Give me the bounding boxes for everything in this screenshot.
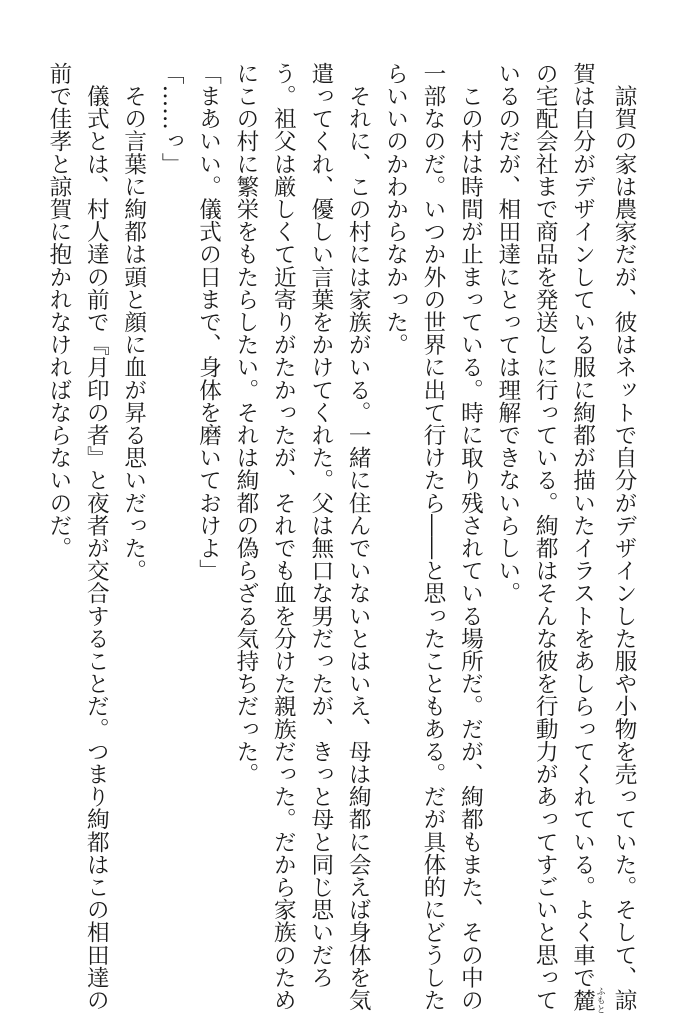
- ruby-fumoto: [569, 986, 605, 1014]
- ruby-base: 麓: [569, 986, 596, 1014]
- text-line-14: その言葉に絢都は頭と顔に血が昇る思いだった。: [120, 62, 147, 582]
- dialogue-line-2: 「……っ」: [158, 62, 185, 175]
- text-line-11: にこの村に繁栄をもたらしたい。それは絢都の偽らざる気持ちだった。: [232, 62, 259, 786]
- text-line-9: 遣ってくれ、優しい言葉をかけてくれた。父は無口な男だったが、きっと母と同じ思いだろ: [307, 62, 334, 989]
- text-line-4: いるのだが、相田達にとっては理解できないらしい。: [494, 62, 521, 605]
- text-line-16: 前で佳孝と諒賀に抱かれなければならないのだ。: [45, 62, 72, 560]
- text-line-1: 諒賀の家は農家だが、彼はネットで自分がデザインした服や小物を売っていた。そして、諒: [611, 62, 637, 1012]
- text-line-7: らいいのかわからなかった。: [382, 62, 409, 356]
- text-line-3: の宅配会社まで商品を発送しに行っている。絢都はそんな彼を行動力があってすごいと思って: [532, 62, 559, 1012]
- text-line-2: [563, 62, 605, 1014]
- text-line-6: 一部なのだ。いつか外の世界に出て行けたら――と思ったこともある。だが具体的にどうした: [419, 62, 446, 1012]
- text-line-5: この村は時間が止まっている。時に取り残されている場所だ。だが、絢都もまた、その中の: [457, 62, 484, 1012]
- text-line-2-main: 賀は自分がデザインしている服に絢都が描いたイラストをあしらってくれている。よく車で: [569, 62, 596, 989]
- dialogue-line-1: 「まあいい。儀式の日まで、身体を磨いておけよ」: [195, 62, 222, 582]
- text-line-10: う。祖父は厳しくて近寄りがたかったが、それでも血を分けた親族だった。だから家族のため: [270, 62, 297, 1012]
- vertical-text-body: [40, 62, 643, 1014]
- ruby-reading: ふもと: [594, 986, 605, 1014]
- text-line-8: それに、この村には家族がいる。一緒に住んでいないとはいえ、母は絢都に会えば身体を気: [345, 62, 372, 1012]
- text-line-15: 儀式とは、村人達の前で『月印の者』と夜者が交合することだ。つまり絢都はこの相田達の: [83, 62, 110, 1012]
